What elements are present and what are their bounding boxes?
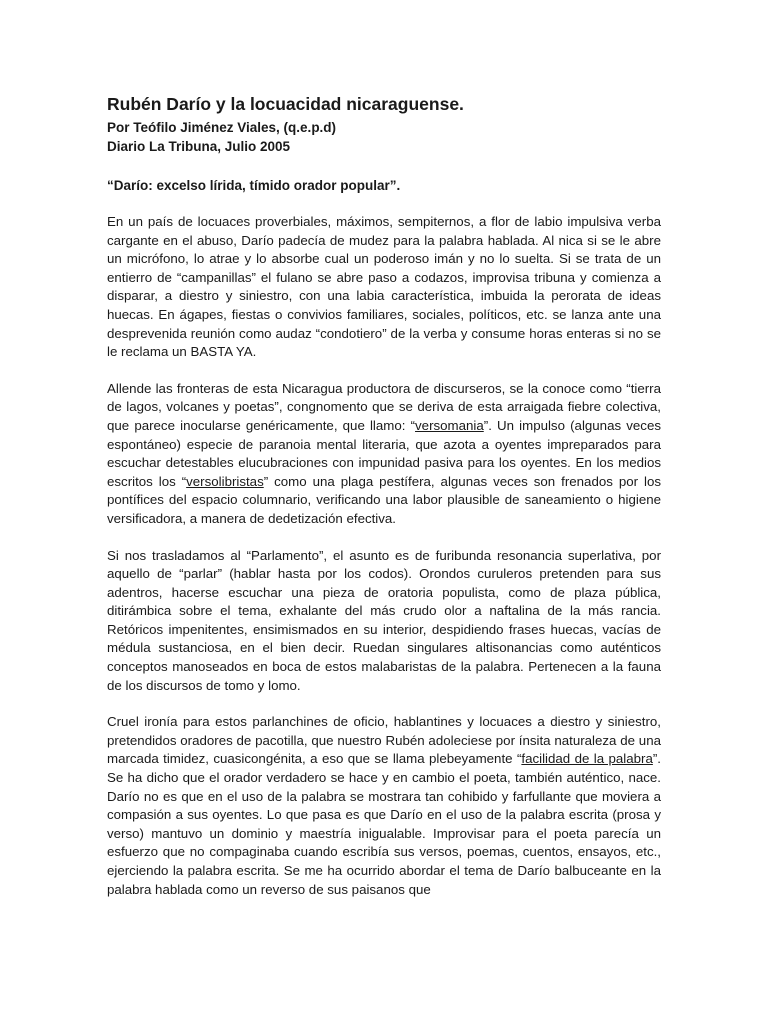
underlined-term-versolibristas: versolibristas: [186, 473, 264, 489]
underlined-term-versomania: versomania: [415, 417, 484, 433]
paragraph-2: [107, 380, 661, 529]
article-subtitle: “Darío: excelso lírida, tímido orador popular”.: [107, 178, 401, 193]
paragraph-4-text-a: Cruel ironía para estos parlanchines de oficio, hablantines y locuaces a diestro y siniestro, pretendidos oradores de pacotilla, que nuestro Rubén adoleciese por ínsita naturaleza de una marcada timidez, cuasicongénita, a eso que se llama plebeyamente “: [107, 714, 661, 767]
source-line: Diario La Tribuna, Julio 2005: [107, 139, 291, 154]
paragraph-4: [107, 713, 661, 899]
paragraph-2-text-b: ”. Un impulso (algunas veces espontáneo) especie de paranoia mental literaria, que azota a oyentes impreparados para escuchar detestables elucubraciones con impunidad pasiva para los oyentes. En los medios escritos los “: [107, 417, 661, 489]
author-line: Por Teófilo Jiménez Viales, (q.e.p.d): [107, 120, 337, 135]
paragraph-3: Si nos trasladamos al “Parlamento”, el asunto es de furibunda resonancia superlativa, por aquello de “parlar” (hablar hasta por los codos). Orondos curuleros pretenden para sus adentros, hacerse escuchar una pieza de oratoria populista, como de plaza pública, ditirámbica sobre el tema, exhalante del más crudo olor a naftalina de la más rancia. Retóricos impenitentes, ensimismados en su interior, despidiendo frases huecas, vacías de médula sustanciosa, en el bien decir. Ruedan singulares altisonancias como auténticos conceptos manoseados en boca de estos malabaristas de la palabra. Pertenecen a la fauna de los discursos de tomo y lomo.: [107, 547, 661, 693]
paragraph-2-text-c: ” como una plaga pestífera, algunas veces son frenados por los pontífices del espacio columnario, verificando una labor plausible de saneamiento o higiene versificadora, a manera de dedetización efectiva.: [107, 473, 661, 526]
underlined-term-facilidad: facilidad de la palabra: [521, 751, 653, 767]
document-title: Rubén Darío y la locuacidad nicaraguense.: [107, 94, 464, 114]
paragraph-4-text-b: ”. Se ha dicho que el orador verdadero se hace y en cambio el poeta, también auténtico, nace. Darío no es que en el uso de la palabra se mostrara tan cohibido y farfullante que moviera a compasión a sus oyentes. Lo que pasa es que Darío en el uso de la palabra escrita (prosa y verso) mantuvo un dominio y maestría inigualable. Improvisar para el poeta parecía un esfuerzo que no compaginaba cuando escribía sus versos, poemas, cuentos, ensayos, etc., ejerciendo la palabra escrita. Se me ha ocurrido abordar el tema de Darío balbuceante en la palabra hablada como un reverso de sus paisanos que: [107, 751, 661, 897]
paragraph-1: En un país de locuaces proverbiales, máximos, sempiternos, a flor de labio impulsiva verba cargante en el abuso, Darío padecía de mudez para la palabra hablada. Al nica si se le abre un micrófono, lo atrae y lo absorbe cual un poderoso imán y no lo suelta. Si se trata de un entierro de “campanillas” el fulano se abre paso a codazos, improvisa tribuna y comienza a disparar, a diestro y siniestro, con una labia característica, imbuida la perorata de ideas huecas. En ágapes, fiestas o convivios familiares, sociales, políticos, etc. se lanza ante una desprevenida reunión como audaz “condotiero” de la verba y consume horas enteras si no se le reclama un BASTA YA.: [107, 214, 661, 360]
paragraph-2-text-a: Allende las fronteras de esta Nicaragua productora de discurseros, se la conoce como “tierra de lagos, volcanes y poetas”, congnomento que se deriva de esta arraigada fiebre colectiva, que parece inocularse genéricamente, que llamo: “: [107, 380, 661, 433]
document-page: [107, 93, 661, 917]
